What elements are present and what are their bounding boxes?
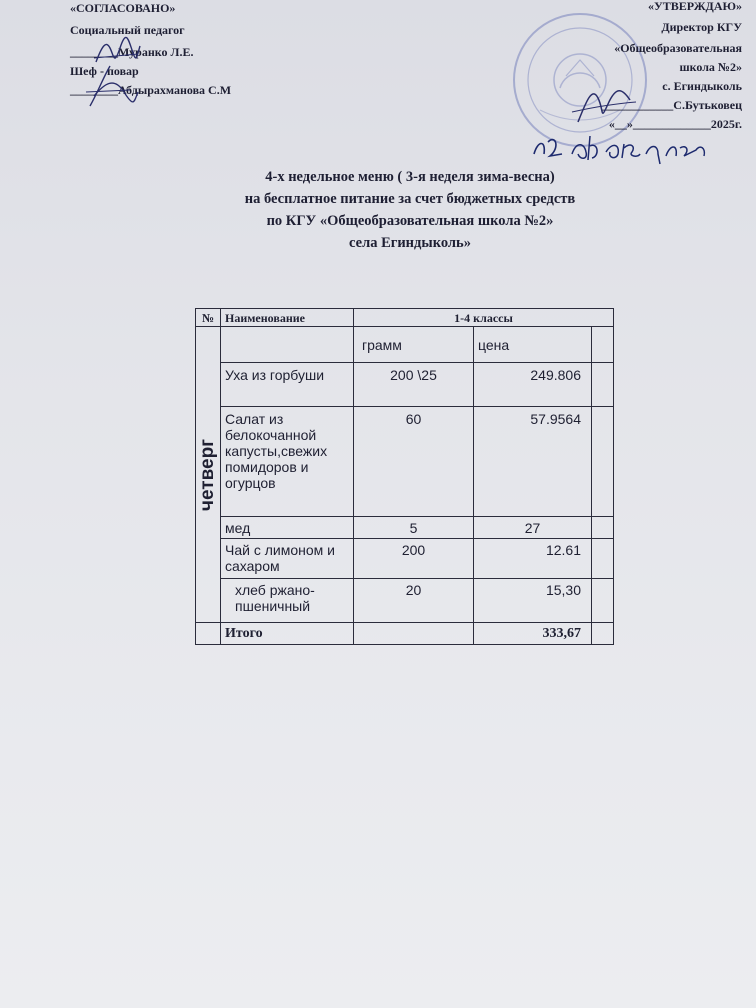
dish-name: Уха из горбуши [221,363,354,407]
subheader-price: цена [474,327,592,363]
approved-heading: «УТВЕРЖДАЮ» [647,0,742,13]
menu-title [130,166,690,254]
dish-gram: 200 [354,539,474,579]
approved-org-line-2: школа №2» [679,60,742,74]
agreed-role-social-pedagogue: Социальный педагог [70,23,185,37]
date-open-quote: « [608,117,615,131]
subheader-gram: грамм [354,327,474,363]
dish-gram: 200 \25 [354,363,474,407]
dish-price: 57.9564 [474,407,592,517]
dish-name: мед [221,517,354,539]
dish-spare [592,517,614,539]
header-group: 1-4 классы [354,309,614,327]
header-num: № [196,309,221,327]
day-cell [196,327,221,623]
agreed-heading: «СОГЛАСОВАНО» [70,1,176,15]
menu-table [195,308,614,645]
total-spare [592,623,614,645]
total-spacer [196,623,221,645]
title-line-1: 4-х недельное меню ( 3-я неделя зима-весна) [265,169,555,185]
dish-name: Салат из белокочанной капусты,свежих помидоров и огурцов [221,407,354,517]
table-row [196,579,614,623]
dish-gram: 20 [354,579,474,623]
dish-price: 12.61 [474,539,592,579]
signature-chef [80,62,140,110]
total-label: Итого [221,623,354,645]
total-gram-empty [354,623,474,645]
total-value: 333,67 [474,623,592,645]
approved-village: с. Егиндыколь [662,79,742,93]
handwritten-date [528,130,713,168]
dish-spare [592,363,614,407]
dish-price: 249.806 [474,363,592,407]
dish-price: 15,30 [474,579,592,623]
agreed-sign-line-2: ________Абдырахманова С.М [70,83,232,97]
dish-gram: 60 [354,407,474,517]
approved-org-line-1: «Общеобразовательная [614,41,742,55]
table-row [196,539,614,579]
dish-spare [592,579,614,623]
table-row [196,407,614,517]
title-line-2: на бесплатное питание за счет бюджетных средств [244,191,576,207]
dish-name: Чай с лимоном и сахаром [221,539,354,579]
header-name: Наименование [221,309,354,327]
table-row [196,363,614,407]
table-header-row [196,309,614,327]
approved-date-line: «__»_____________2025г. [608,117,742,131]
dish-price: 27 [474,517,592,539]
agreed-name-2: Абдырахманова С.М [118,83,232,97]
subheader-empty [221,327,354,363]
dish-spare [592,539,614,579]
day-label: четверг [197,438,218,511]
subheader-spare [592,327,614,363]
table-row [196,517,614,539]
approved-director-name: С.Бутьковец [673,98,742,112]
date-close-quote: » [626,117,633,131]
signature-director [570,82,640,126]
title-line-3: по КГУ «Общеобразовательная школа №2» [266,213,554,229]
approved-year: 2025г. [710,117,742,131]
agreed-role-chef: Шеф - повар [70,64,139,78]
agreed-sign-line-1: ________Муранко Л.Е. [70,45,194,59]
dish-spare [592,407,614,517]
table-total-row [196,623,614,645]
approved-director: Директор КГУ [661,20,742,34]
agreed-name-1: Муранко Л.Е. [118,45,194,59]
approved-sign-line: ____________С.Бутьковец [601,98,742,112]
table-subheader-row [196,327,614,363]
title-line-4: села Егиндыколь» [349,235,471,251]
dish-gram: 5 [354,517,474,539]
dish-name: хлеб ржано-пшеничный [221,579,354,623]
